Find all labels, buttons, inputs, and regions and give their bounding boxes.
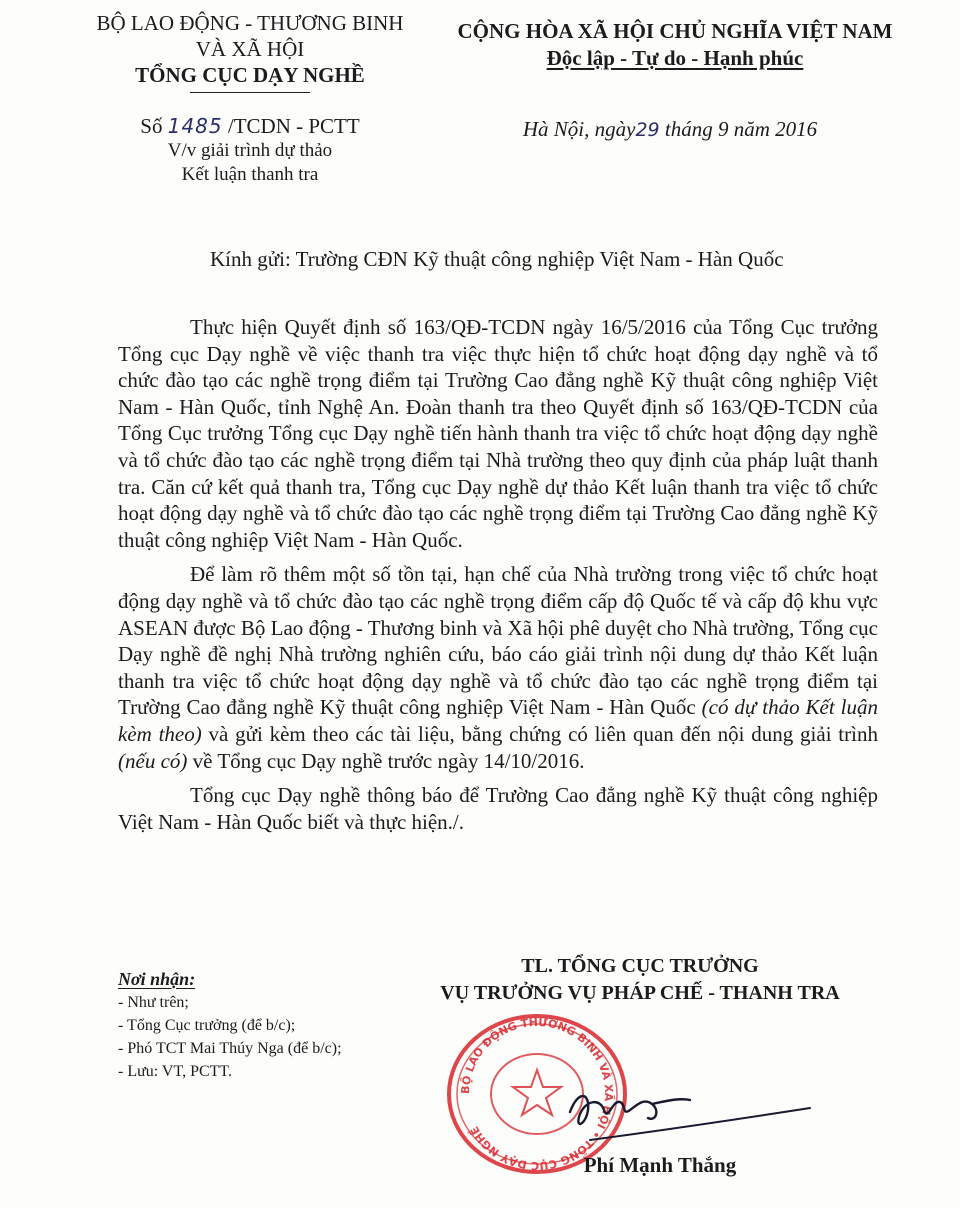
date-line xyxy=(460,117,880,142)
document-number xyxy=(90,113,410,139)
letter-body xyxy=(118,314,878,843)
body-paragraph-3: Tổng cục Dạy nghề thông báo để Trường Cao đẳng nghề Kỹ thuật công nghiệp Việt Nam - Hàn Quốc biết và thực hiện./. xyxy=(118,783,878,834)
signature-authority-line2: VỤ TRƯỞNG VỤ PHÁP CHẾ - THANH TRA xyxy=(440,982,840,1004)
date-suffix: tháng 9 năm 2016 xyxy=(659,117,818,141)
issuing-agency-header xyxy=(70,10,430,93)
agency-ministry-line2: VÀ XÃ HỘI xyxy=(195,37,305,61)
document-number-handwritten: 1485 xyxy=(167,114,223,138)
recipients-title: Nơi nhận: xyxy=(118,969,196,989)
body-paragraph-2-text-c: về Tổng cục Dạy nghề trước ngày 14/10/2016. xyxy=(187,748,585,773)
signature-underline-stroke xyxy=(590,1108,810,1140)
body-paragraph-2-italic-a: (có dự thảo Kết luận kèm theo) xyxy=(118,695,878,746)
document-number-suffix: /TCDN - PCTT xyxy=(222,114,360,138)
body-paragraph-1: Thực hiện Quyết định số 163/QĐ-TCDN ngày 16/5/2016 của Tổng Cục trưởng Tổng cục Dạy nghề về việc thanh tra việc thực hiện tổ chức hoạt động dạy nghề và tổ chức đào tạo các nghề trọng điểm tại Trường Cao đẳng nghề Kỹ thuật công nghiệp Việt Nam - Hàn Quốc, tỉnh Nghệ An. Đoàn thanh tra theo Quyết định số 163/QĐ-TCDN của Tổng Cục trưởng Tổng cục Dạy nghề tiến hành thanh tra việc tổ chức hoạt động dạy nghề và tổ chức đào tạo các nghề trọng điểm tại Nhà trường theo quy định của pháp luật thanh tra. Căn cứ kết quả thanh tra, Tổng cục Dạy nghề dự thảo Kết luận thanh tra việc tổ chức hoạt động dạy nghề và tổ chức đào tạo các nghề trọng điểm tại Trường Cao đẳng nghề Kỹ thuật công nghiệp Việt Nam - Hàn Quốc. xyxy=(118,315,878,552)
recipient-item: - Như trên; xyxy=(118,994,189,1011)
signer-name: Phí Mạnh Thắng xyxy=(583,1153,737,1177)
signature-block xyxy=(400,953,880,1007)
national-motto: Độc lập - Tự do - Hạnh phúc xyxy=(546,46,804,70)
agency-underline xyxy=(190,92,310,93)
country-name: CỘNG HÒA XÃ HỘI CHỦ NGHĨA VIỆT NAM xyxy=(457,19,893,43)
body-paragraph-2-text-b: và gửi kèm theo các tài liệu, bằng chứng có liên quan đến nội dung giải trình xyxy=(201,721,878,746)
seal-text: BỘ LAO ĐỘNG THƯƠNG BINH VÀ XÃ HỘI • TỔNG CỤC DẠY NGHỀ xyxy=(458,1015,616,1173)
seal-star-icon xyxy=(513,1070,561,1115)
subject-line1: V/v giải trình dự thảo xyxy=(167,140,333,161)
subject-line2: Kết luận thanh tra xyxy=(181,164,319,185)
agency-ministry-line1: BỘ LAO ĐỘNG - THƯƠNG BINH xyxy=(96,11,404,35)
recipient-item: - Phó TCT Mai Thúy Nga (để b/c); xyxy=(118,1040,342,1057)
agency-name: TỔNG CỤC DẠY NGHỀ xyxy=(135,63,365,87)
national-header xyxy=(430,18,920,72)
body-paragraph-2-text-a: Để làm rõ thêm một số tồn tại, hạn chế của Nhà trường trong việc tổ chức hoạt động dạy nghề và tổ chức đào tạo các nghề trọng điểm cấp độ Quốc tế và cấp độ khu vực ASEAN được Bộ Lao động - Thương binh và Xã hội phê duyệt cho Nhà trường, Tổng cục Dạy nghề đề nghị Nhà trường nghiên cứu, báo cáo giải trình nội dung dự thảo Kết luận thanh tra việc tổ chức hoạt động dạy nghề và tổ chức đào tạo các nghề trọng điểm tại Trường Cao đẳng nghề Kỹ thuật công nghiệp Việt Nam - Hàn Quốc xyxy=(118,562,878,720)
body-paragraph-2-italic-b: (nếu có) xyxy=(118,748,188,773)
signature-authority-line1: TL. TỔNG CỤC TRƯỞNG xyxy=(521,955,759,977)
document-number-block xyxy=(90,113,410,187)
body-paragraph-2 xyxy=(118,561,878,774)
date-day-handwritten: 29 xyxy=(635,119,660,141)
date-prefix: Hà Nội, ngày xyxy=(522,117,636,141)
recipients-list xyxy=(118,968,438,1083)
signature-stroke xyxy=(570,1096,690,1124)
addressee: Kính gửi: Trường CĐN Kỹ thuật công nghiệp Việt Nam - Hàn Quốc xyxy=(210,247,784,271)
recipient-item: - Lưu: VT, PCTT. xyxy=(118,1063,232,1080)
document-number-prefix: Số xyxy=(140,114,168,138)
recipient-item: - Tổng Cục trưởng (để b/c); xyxy=(118,1017,296,1034)
